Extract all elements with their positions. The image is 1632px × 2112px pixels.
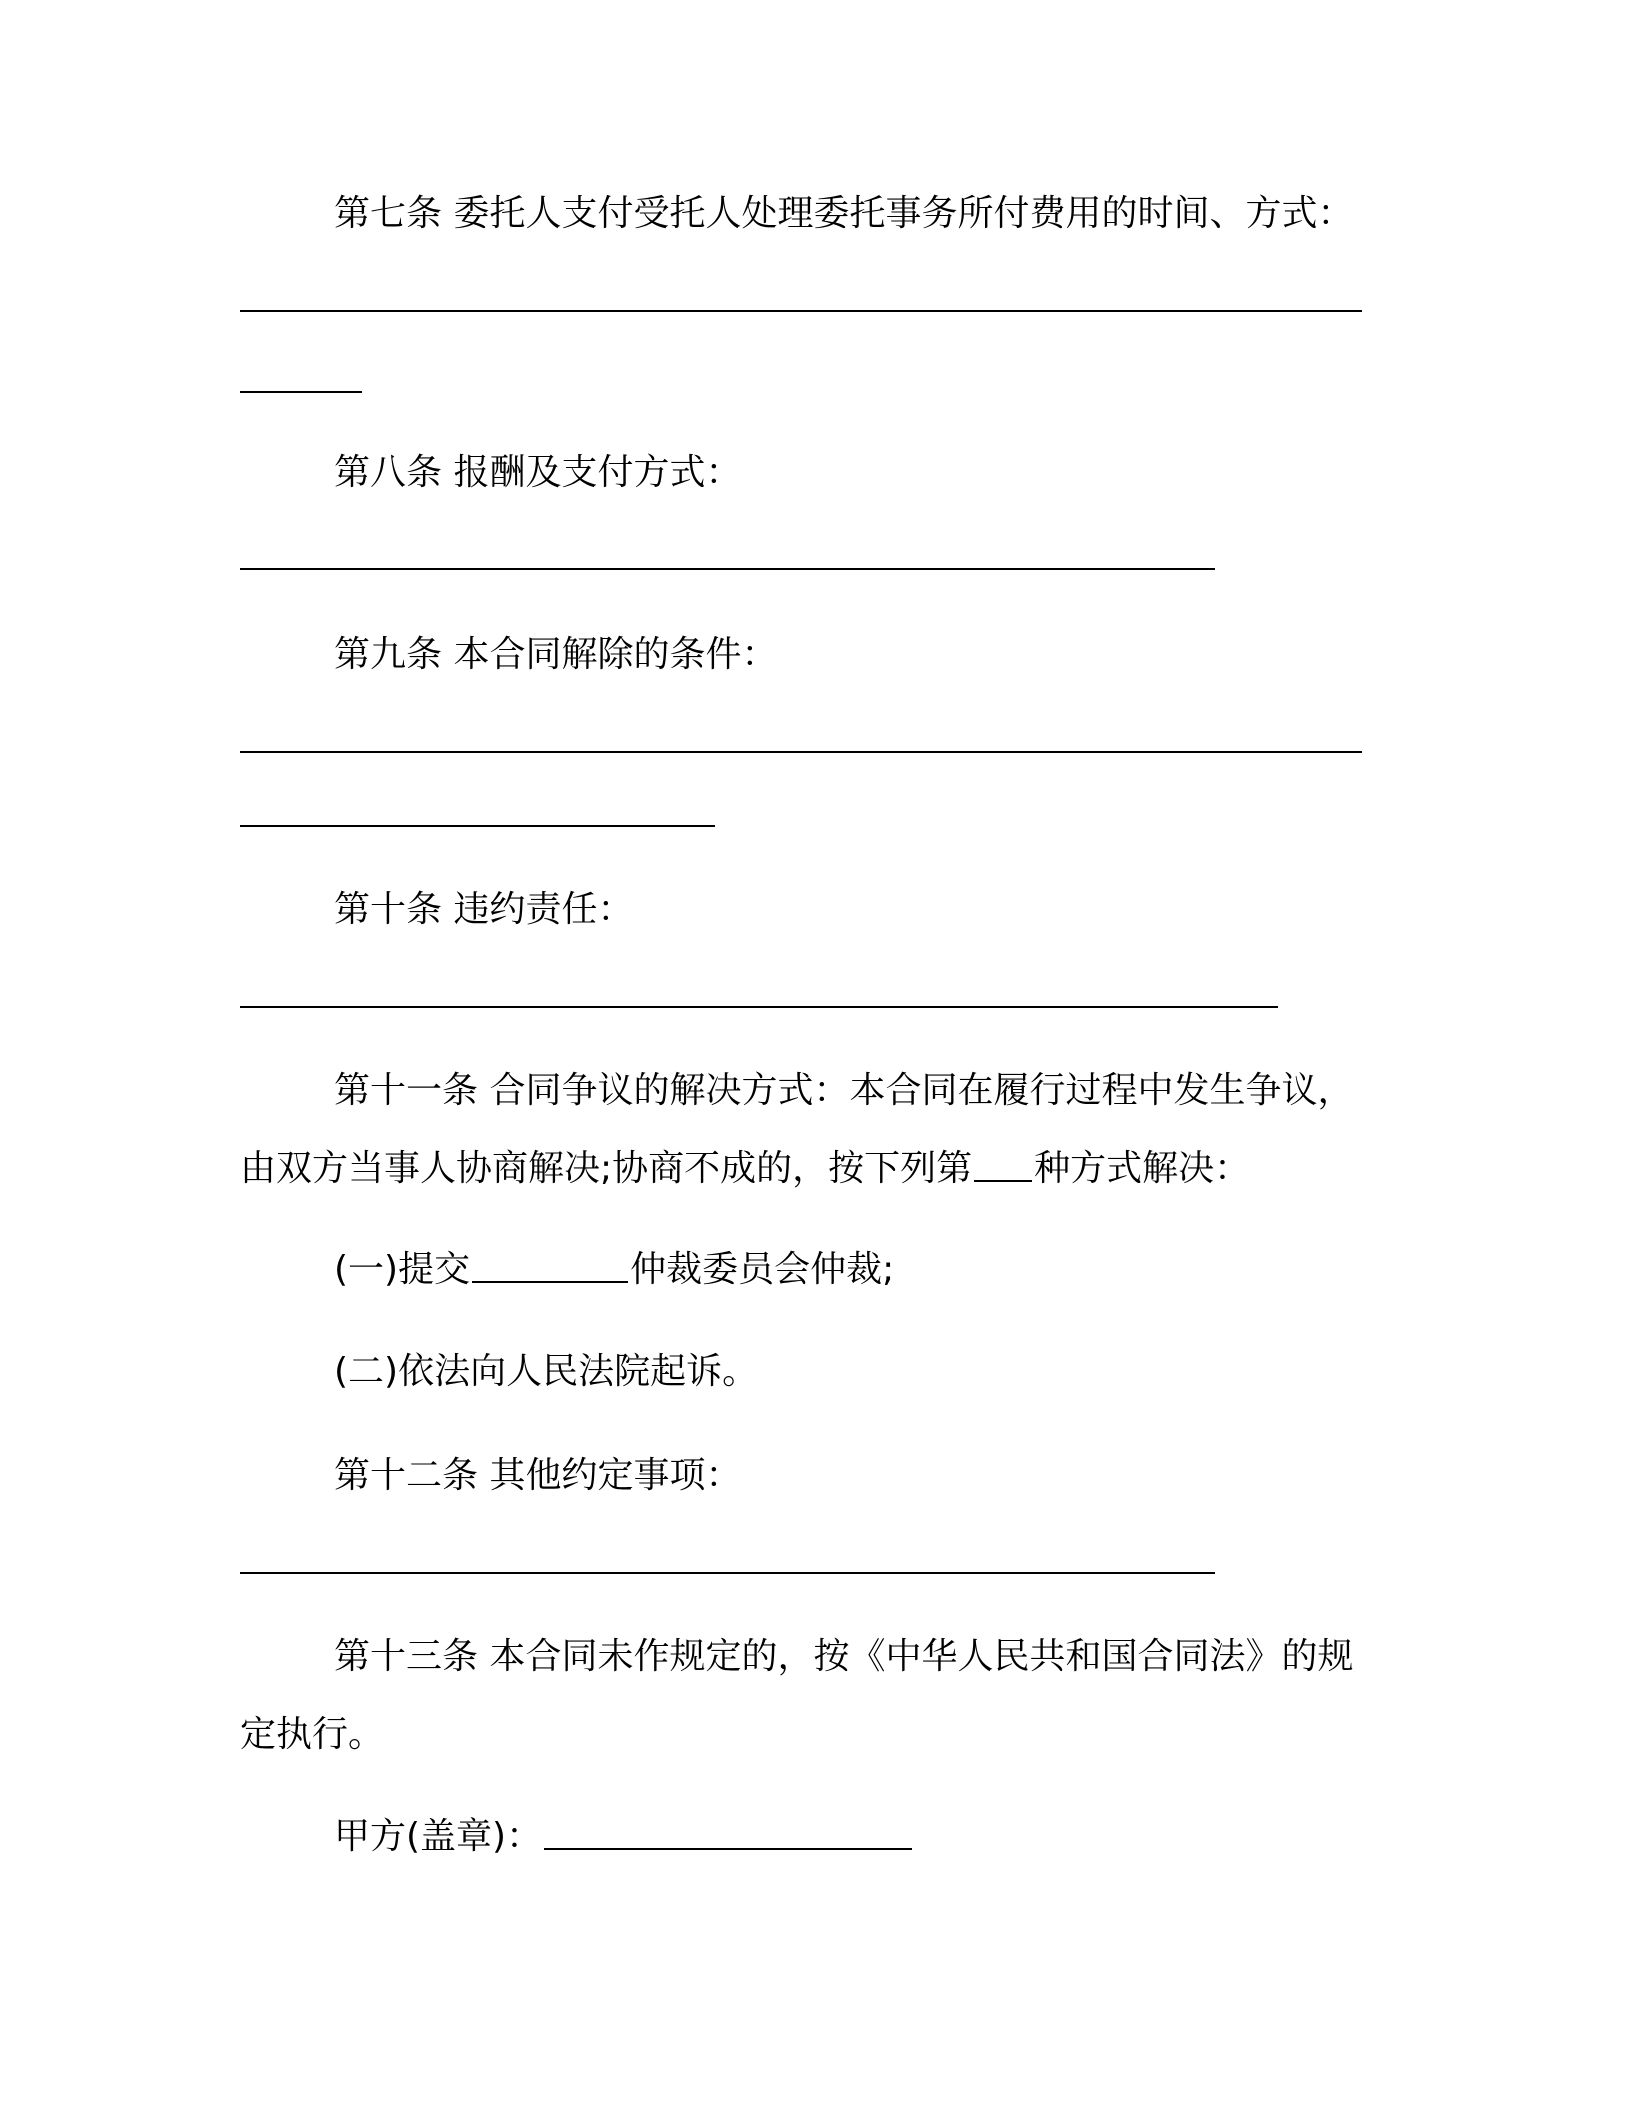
article-11-line-2-before: 由双方当事人协商解决;协商不成的，按下列第: [240, 1148, 973, 1189]
article-13-line-2: 定执行。: [240, 1714, 385, 1755]
article-7-heading: 第七条 委托人支付受托人处理委托事务所付费用的时间、方式：: [334, 193, 1354, 234]
arbitration-option: [334, 1246, 894, 1294]
article-12-heading: 第十二条 其他约定事项：: [334, 1455, 742, 1496]
article-8-fill-line[interactable]: [240, 568, 1215, 570]
article-11-line-1: 第十一条 合同争议的解决方式：本合同在履行过程中发生争议，: [334, 1070, 1354, 1111]
article-9-fill-line-2[interactable]: [240, 825, 715, 827]
article-8-heading: 第八条 报酬及支付方式：: [334, 452, 742, 493]
article-11-line-2: [240, 1145, 1250, 1193]
litigation-option: (二)依法向人民法院起诉。: [334, 1351, 759, 1392]
arbitration-option-after: 仲裁委员会仲裁;: [630, 1249, 895, 1290]
arbitration-option-before: (一)提交: [334, 1249, 471, 1290]
article-10-heading: 第十条 违约责任：: [334, 889, 634, 930]
article-9-heading: 第九条 本合同解除的条件：: [334, 634, 778, 675]
arbitration-committee-blank[interactable]: [472, 1281, 628, 1283]
article-7-fill-line-1[interactable]: [240, 310, 1362, 312]
party-a-seal-blank[interactable]: [544, 1848, 912, 1850]
article-10-fill-line[interactable]: [240, 1006, 1278, 1008]
party-a-label: 甲方(盖章)：: [334, 1816, 543, 1857]
party-a-signature: [334, 1813, 914, 1861]
article-12-fill-line[interactable]: [240, 1572, 1215, 1574]
article-13-line-1: 第十三条 本合同未作规定的，按《中华人民共和国合同法》的规: [334, 1636, 1354, 1677]
article-9-fill-line-1[interactable]: [240, 751, 1362, 753]
article-7-fill-line-2[interactable]: [240, 391, 362, 393]
dispute-method-number-blank[interactable]: [974, 1180, 1032, 1182]
article-11-line-2-after: 种方式解决：: [1034, 1148, 1251, 1189]
